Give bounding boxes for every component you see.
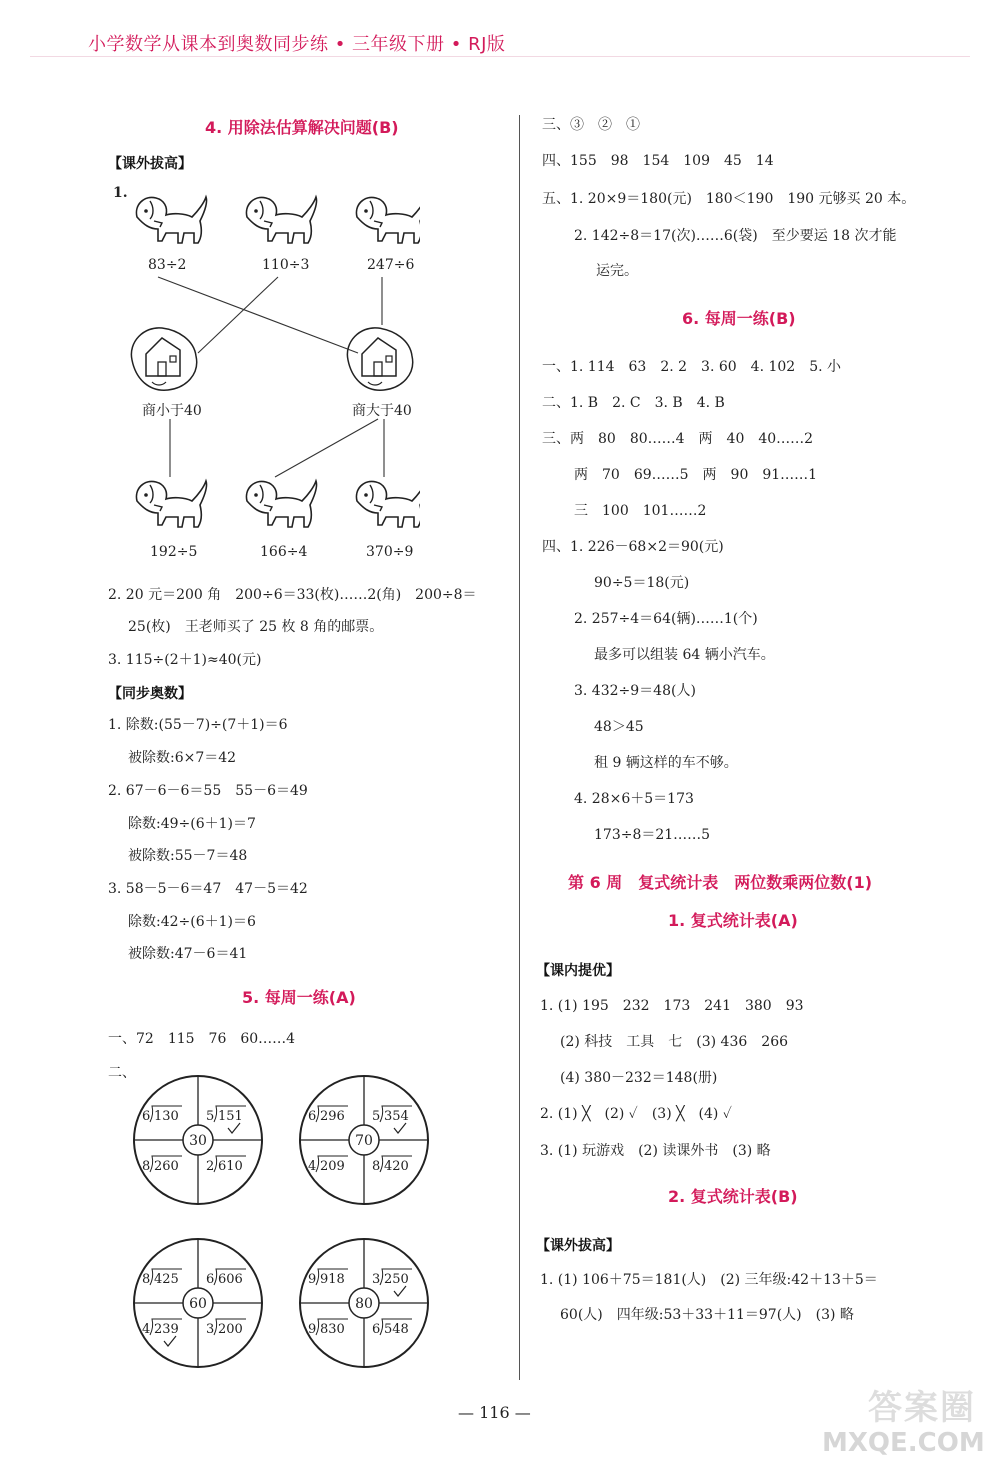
answer-line: 1. 除数:(55－7)÷(7＋1)＝6 (108, 717, 288, 733)
dog-house-matching-diagram (120, 185, 420, 570)
dog-expr-2: 110÷3 (262, 257, 310, 273)
answer-line: 除数:42÷(6＋1)＝6 (128, 914, 256, 930)
week-6-title: 第 6 周 复式统计表 两位数乘两位数(1) (568, 873, 873, 892)
answer-line: 三、③ ② ① (542, 117, 640, 133)
answer-line: 二、 (108, 1065, 136, 1081)
match-line (158, 277, 358, 353)
dog-illustration-3 (356, 197, 420, 243)
circle-center-value: 70 (355, 1133, 373, 1149)
division-cell (142, 1106, 182, 1124)
answer-line: 173÷8＝21……5 (594, 827, 711, 843)
answer-line: 1. (1) 195 232 173 241 380 93 (540, 998, 804, 1014)
divisor-text: 9 (308, 1322, 317, 1337)
division-circle (296, 1235, 432, 1371)
answer-line: 2. 20 元＝200 角 200÷6＝33(枚)……2(角) 200÷8＝ (108, 587, 477, 603)
division-cell (372, 1156, 412, 1174)
division-cell (308, 1269, 348, 1287)
dividend-text: 354 (384, 1109, 409, 1124)
dog-expr-3: 247÷6 (367, 257, 415, 273)
answer-line: 被除数:6×7＝42 (128, 750, 237, 766)
answer-line: 3. 432÷9＝48(人) (574, 683, 696, 699)
dividend-text: 830 (320, 1322, 345, 1337)
section-6-1-title: 1. 复式统计表(A) (668, 911, 798, 930)
answer-line: 3. 115÷(2＋1)≈40(元) (108, 652, 262, 668)
answer-line: 2. (1) ╳ (2) ✓ (3) ╳ (4) ✓ (540, 1106, 732, 1122)
divisor-text: 6 (372, 1322, 381, 1337)
tag-kewai-bagao-2: 【课外拔高】 (536, 1238, 620, 1254)
dividend-text: 606 (218, 1272, 243, 1287)
match-line (198, 277, 278, 353)
dividend-text: 610 (218, 1159, 243, 1174)
dog-illustration-4 (136, 481, 206, 527)
watermark-logo: 答案圈 (868, 1388, 976, 1428)
answer-line: 二、1. B 2. C 3. B 4. B (542, 395, 725, 411)
house-label-greater: 商大于40 (352, 403, 412, 419)
divisor-text: 8 (142, 1159, 151, 1174)
answer-line: 运完。 (596, 263, 638, 279)
dog-illustration-1 (136, 197, 206, 243)
check-icon (228, 1123, 240, 1133)
division-cell (308, 1106, 348, 1124)
answer-line: 25(枚) 王老师买了 25 枚 8 角的邮票。 (128, 619, 384, 635)
division-cell (206, 1319, 246, 1337)
divisor-text: 6 (308, 1109, 317, 1124)
divisor-text: 5 (206, 1109, 215, 1124)
answer-line: 三 100 101……2 (574, 503, 707, 519)
divisor-text: 9 (308, 1272, 317, 1287)
check-icon (394, 1123, 406, 1133)
dividend-text: 296 (320, 1109, 345, 1124)
section-4-title: 4. 用除法估算解决问题(B) (205, 118, 399, 137)
answer-line: 两 70 69……5 两 90 91……1 (574, 467, 818, 483)
dividend-text: 200 (218, 1322, 243, 1337)
match-line (275, 419, 378, 477)
divisor-text: 3 (372, 1272, 381, 1287)
dog-expr-4: 192÷5 (150, 544, 198, 560)
divisor-text: 8 (372, 1159, 381, 1174)
house-illustration-greater (347, 328, 412, 390)
division-cell (206, 1156, 246, 1174)
dividend-text: 130 (154, 1109, 179, 1124)
division-cell (308, 1319, 348, 1337)
answer-line: 4. 28×6＋5＝173 (574, 791, 694, 807)
answer-line: 被除数:55－7＝48 (128, 848, 248, 864)
dog-illustration-5 (246, 481, 316, 527)
answer-line: 2. 67－6－6＝55 55－6＝49 (108, 783, 308, 799)
dividend-text: 548 (384, 1322, 409, 1337)
division-cell (372, 1269, 412, 1296)
section-6-title: 6. 每周一练(B) (682, 309, 796, 328)
watermark-url: MXQE.COM (822, 1428, 985, 1458)
division-circle (296, 1072, 432, 1208)
divisor-text: 3 (206, 1322, 215, 1337)
book-header-title: 小学数学从课本到奥数同步练 • 三年级下册 • RJ版 (88, 34, 506, 55)
column-divider (519, 115, 520, 1380)
division-cell (142, 1269, 182, 1287)
division-cell (372, 1319, 412, 1337)
check-icon (394, 1286, 406, 1296)
divisor-text: 6 (206, 1272, 215, 1287)
answer-line: 3. 58－5－6＝47 47－5＝42 (108, 881, 308, 897)
dog-illustration-2 (246, 197, 316, 243)
house-illustration-less (131, 328, 196, 390)
divisor-text: 5 (372, 1109, 381, 1124)
division-circle (130, 1072, 266, 1208)
dividend-text: 918 (320, 1272, 345, 1287)
answer-line: 一、72 115 76 60……4 (108, 1031, 296, 1047)
answer-line: 被除数:47－6＝41 (128, 946, 248, 962)
division-cell (206, 1106, 246, 1133)
question-number: 1. (113, 185, 128, 201)
answer-line: 1. (1) 106＋75＝181(人) (2) 三年级:42＋13＋5＝ (540, 1272, 878, 1288)
section-5-title: 5. 每周一练(A) (242, 988, 356, 1007)
divisor-text: 4 (142, 1322, 151, 1337)
answer-line: 五、1. 20×9＝180(元) 180＜190 190 元够买 20 本。 (542, 191, 916, 207)
answer-line: (4) 380－232＝148(册) (560, 1070, 718, 1086)
tag-tongbu-aoshu: 【同步奥数】 (108, 686, 192, 702)
answer-line: 2. 257÷4＝64(辆)……1(个) (574, 611, 758, 627)
circle-center-value: 60 (189, 1296, 207, 1312)
dividend-text: 250 (384, 1272, 409, 1287)
divisor-text: 8 (142, 1272, 151, 1287)
check-icon (164, 1336, 176, 1346)
answer-line: 48＞45 (594, 719, 644, 735)
page-number: — 116 — (458, 1403, 531, 1422)
divisor-text: 6 (142, 1109, 151, 1124)
answer-line: 最多可以组装 64 辆小汽车。 (594, 647, 775, 663)
dog-expr-6: 370÷9 (366, 544, 414, 560)
answer-line: 2. 142÷8＝17(次)……6(袋) 至少要运 18 次才能 (574, 228, 897, 244)
circle-center-value: 80 (355, 1296, 373, 1312)
answer-line: 3. (1) 玩游戏 (2) 读课外书 (3) 略 (540, 1143, 771, 1159)
tag-kewai-bagao: 【课外拔高】 (108, 156, 192, 172)
divisor-text: 2 (206, 1159, 215, 1174)
answer-line: 三、两 80 80……4 两 40 40……2 (542, 431, 814, 447)
dog-illustration-6 (356, 481, 420, 527)
circle-center-value: 30 (189, 1133, 207, 1149)
answer-line: 四、1. 226－68×2＝90(元) (542, 539, 724, 555)
dividend-text: 425 (154, 1272, 179, 1287)
answer-line: 四、155 98 154 109 45 14 (542, 153, 774, 169)
answer-line: 90÷5＝18(元) (594, 575, 690, 591)
dog-expr-1: 83÷2 (148, 257, 187, 273)
house-label-less: 商小于40 (142, 403, 202, 419)
division-circle (130, 1235, 266, 1371)
dog-expr-5: 166÷4 (260, 544, 308, 560)
dividend-text: 239 (154, 1322, 179, 1337)
dividend-text: 209 (320, 1159, 345, 1174)
answer-line: 除数:49÷(6＋1)＝7 (128, 816, 256, 832)
division-cell (372, 1106, 412, 1133)
section-6-2-title: 2. 复式统计表(B) (668, 1187, 798, 1206)
answer-line: 一、1. 114 63 2. 2 3. 60 4. 102 5. 小 (542, 359, 842, 375)
dividend-text: 151 (218, 1109, 243, 1124)
header-divider (30, 56, 970, 57)
division-cell (142, 1156, 182, 1174)
answer-line: 租 9 辆这样的车不够。 (594, 755, 738, 771)
dividend-text: 260 (154, 1159, 179, 1174)
division-cell (206, 1269, 246, 1287)
answer-line: (2) 科技 工具 七 (3) 436 266 (560, 1034, 789, 1050)
answer-line: 60(人) 四年级:53＋33＋11＝97(人) (3) 略 (560, 1307, 854, 1323)
tag-kenei-tiyou: 【课内提优】 (536, 963, 620, 979)
dividend-text: 420 (384, 1159, 409, 1174)
division-cell (308, 1156, 348, 1174)
divisor-text: 4 (308, 1159, 317, 1174)
